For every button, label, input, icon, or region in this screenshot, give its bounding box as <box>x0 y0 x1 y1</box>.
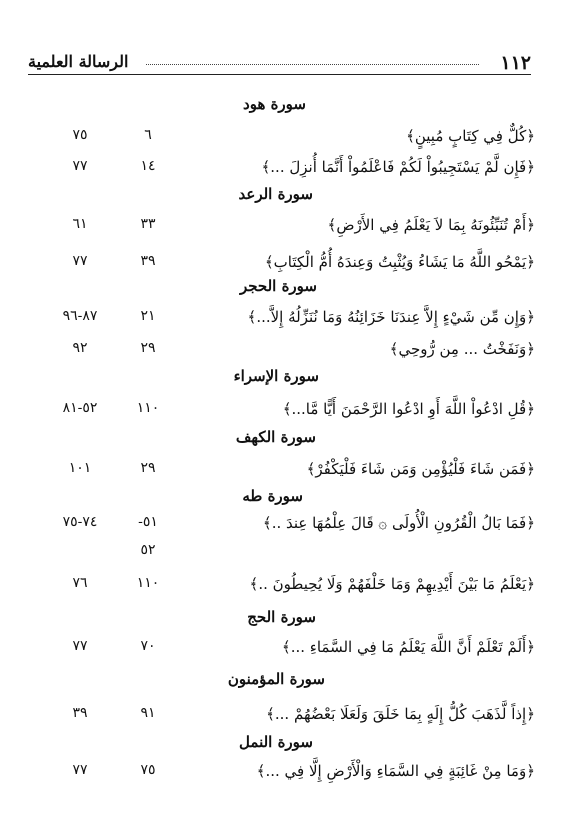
page-reference: ٩٢ <box>72 340 88 356</box>
verse-text: ﴿كُلٌّ فِي كِتَابٍ مُبِينٍ﴾ <box>406 127 535 145</box>
ayah-number: ٧٥ <box>140 762 156 778</box>
surah-heading: سورة طه <box>242 487 303 505</box>
page-reference: ٥٢-٨١ <box>62 400 98 416</box>
surah-heading: سورة الإسراء <box>233 367 319 385</box>
verse-text: ﴿فَمَن شَاءَ فَلْيُؤْمِن وَمَن شَاءَ فَلْيَكْفُرْ﴾ <box>306 460 535 478</box>
ayah-number: ٢١ <box>140 308 156 324</box>
ayah-number: ٦ <box>144 127 152 143</box>
ayah-number: ١١٠ <box>136 400 160 416</box>
page-reference: ٧٦ <box>72 575 88 591</box>
surah-heading: سورة هود <box>243 95 306 113</box>
page-reference: ٧٥ <box>72 127 88 143</box>
ayah-number-continued: ٥٢ <box>140 542 156 558</box>
page-header <box>28 50 531 75</box>
page-reference: ٧٧ <box>72 253 88 269</box>
verse-text: ﴿يَعْلَمُ مَا بَيْنَ أَيْدِيهِمْ وَمَا خَلْفَهُمْ وَلَا يُحِيطُونَ ..﴾ <box>249 575 535 593</box>
surah-heading: سورة النمل <box>239 733 313 751</box>
verse-text: ﴿يَمْحُو اللَّهُ مَا يَشَاءُ وَيُثْبِتُ وَعِندَهُ أُمُّ الْكِتَابِ﴾ <box>264 253 535 271</box>
running-title: الرسالة العلمية <box>28 52 129 71</box>
verse-text: ﴿أَلَمْ تَعْلَمْ أَنَّ اللَّهَ يَعْلَمُ مَا فِي السَّمَاءِ ...﴾ <box>281 638 535 656</box>
surah-heading: سورة الكهف <box>235 428 316 446</box>
verse-text: ﴿وَمَا مِنْ غَائِبَةٍ فِي السَّمَاءِ وَالْأَرْضِ إِلَّا فِي ...﴾ <box>256 762 535 780</box>
verse-text: ﴿إِذاً لَّذَهَبَ كُلُّ إِلَهٍ بِمَا خَلَقَ وَلَعَلَا بَعْضُهُمْ ...﴾ <box>266 705 535 723</box>
verse-text: ﴿وَإِن مِّن شَيْءٍ إِلاَّ عِندَنَا خَزَائِنُهُ وَمَا نُنَزِّلُهُ إِلاَّ...﴾ <box>247 308 535 326</box>
surah-heading: سورة الحج <box>247 608 316 626</box>
ayah-number: ٣٩ <box>140 253 156 269</box>
ayah-number: ٥١- <box>138 514 158 530</box>
verse-text: ﴿قُلِ ادْعُواْ اللَّهَ أَوِ ادْعُوا الرَّحْمَنَ أَيًّا مَّا...﴾ <box>282 400 535 418</box>
ayah-number: ٢٩ <box>140 340 156 356</box>
page-reference: ٦١ <box>72 216 88 232</box>
page-reference: ٨٧-٩٦ <box>62 308 98 324</box>
verse-text: ﴿فَمَا بَالُ الْقُرُونِ الْأُولَى ۞ قَالَ عِلْمُهَا عِندَ ..﴾ <box>262 514 535 532</box>
ayah-number: ٣٣ <box>140 216 156 232</box>
page-reference: ٣٩ <box>72 705 88 721</box>
page-reference: ٧٧ <box>72 638 88 654</box>
surah-heading: سورة الرعد <box>238 185 313 203</box>
verse-text: ﴿وَنَفَخْتُ ... مِن رُّوحِي﴾ <box>389 340 535 358</box>
page-number: ١١٢ <box>500 52 531 74</box>
surah-heading: سورة المؤمنون <box>227 670 325 688</box>
ayah-number: ٢٩ <box>140 460 156 476</box>
surah-heading: سورة الحجر <box>239 277 317 295</box>
page-reference: ٧٧ <box>72 762 88 778</box>
ayah-number: ١١٠ <box>136 575 160 591</box>
ayah-number: ١٤ <box>140 158 156 174</box>
page-reference: ٧٧ <box>72 158 88 174</box>
page-reference: ١٠١ <box>68 460 92 476</box>
ayah-number: ٩١ <box>140 705 156 721</box>
header-dotted-leader <box>146 64 479 65</box>
verse-text: ﴿فَإِن لَّمْ يَسْتَجِيبُواْ لَكُمْ فَاعْلَمُواْ أَنَّمَا أُنزِلَ ...﴾ <box>261 158 535 176</box>
ayah-number: ٧٠ <box>140 638 156 654</box>
verse-text: ﴿أَمْ تُنَبِّئُونَهُ بِمَا لاَ يَعْلَمُ فِي الأَرْضِ﴾ <box>327 216 535 234</box>
page-reference: ٧٤-٧٥ <box>62 514 98 530</box>
